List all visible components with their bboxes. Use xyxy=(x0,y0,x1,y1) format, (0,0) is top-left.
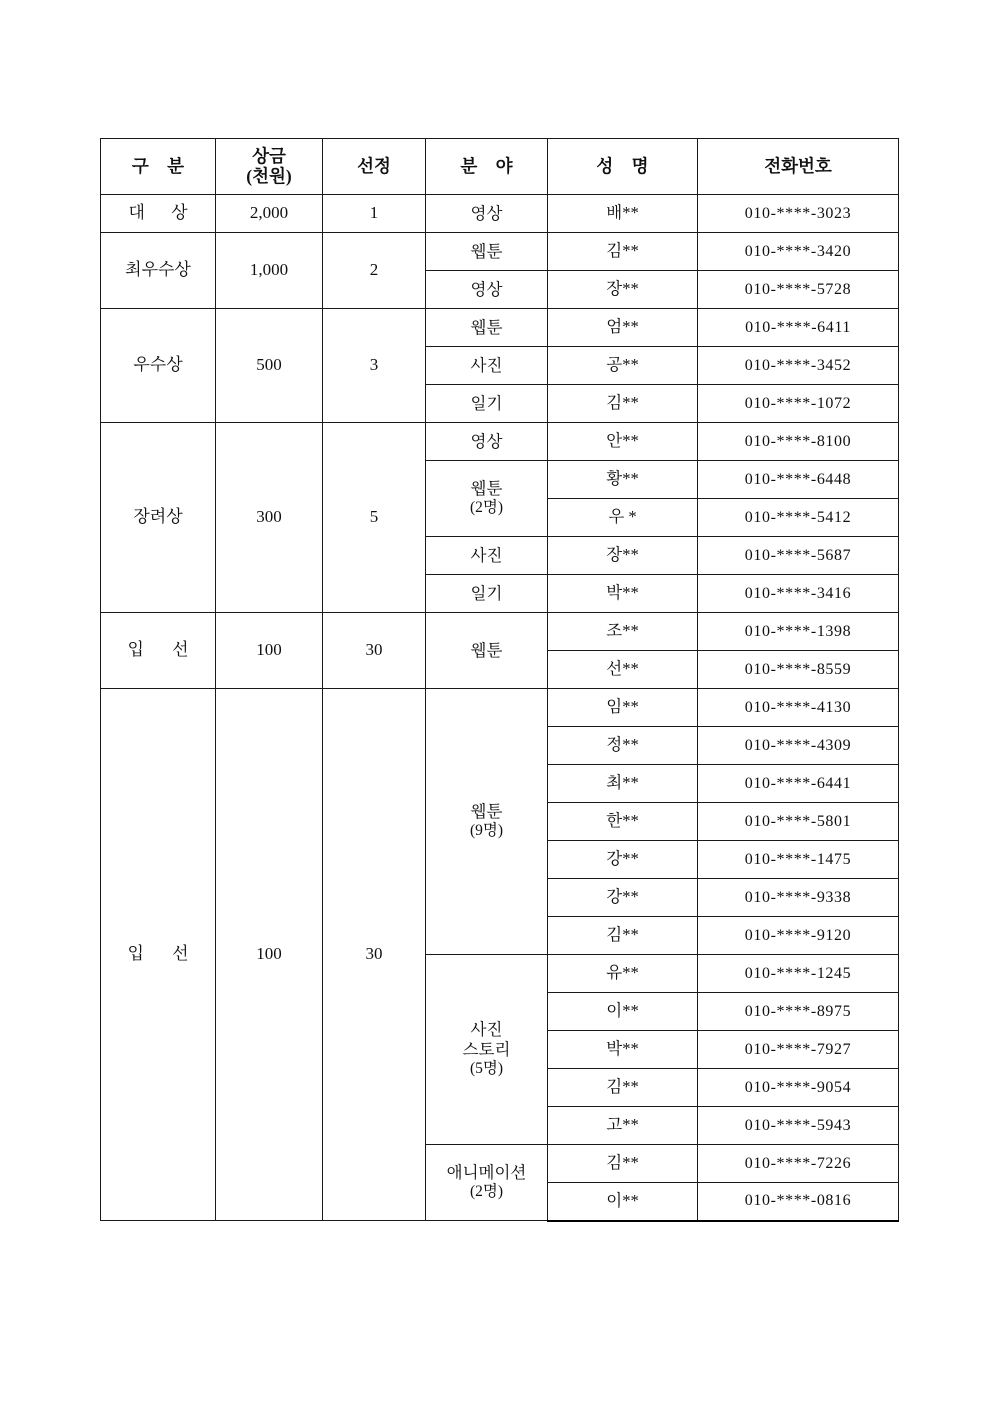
cell-winner-name: 고** xyxy=(548,1107,698,1145)
field-subcount: (2명) xyxy=(469,499,504,517)
field-label: 영상 xyxy=(470,203,503,223)
cell-winner-name: 유** xyxy=(548,955,698,993)
division-label: 최우수상 xyxy=(125,260,191,280)
cell-phone-number: 010-****-3420 xyxy=(698,233,899,271)
column-header-prize-unit: (천원) xyxy=(246,165,292,186)
cell-field xyxy=(426,1145,548,1221)
cell-phone-number: 010-****-9054 xyxy=(698,1069,899,1107)
cell-field xyxy=(426,347,548,385)
cell-phone-number: 010-****-1245 xyxy=(698,955,899,993)
cell-phone-number: 010-****-7927 xyxy=(698,1031,899,1069)
cell-phone-number: 010-****-9120 xyxy=(698,917,899,955)
table-row xyxy=(101,233,899,271)
field-label: 사진 xyxy=(470,355,503,375)
field-label-line2: 스토리 xyxy=(462,1040,511,1060)
header-row xyxy=(101,139,899,195)
division-label: 입 선 xyxy=(127,640,201,660)
cell-winner-name: 한** xyxy=(548,803,698,841)
table-header xyxy=(101,139,899,195)
cell-winner-name: 장** xyxy=(548,537,698,575)
cell-division xyxy=(101,423,216,613)
cell-selection-count: 2 xyxy=(323,233,426,309)
cell-field xyxy=(426,461,548,537)
cell-winner-name: 장** xyxy=(548,271,698,309)
cell-field xyxy=(426,233,548,271)
cell-winner-name: 조** xyxy=(548,613,698,651)
cell-phone-number: 010-****-3416 xyxy=(698,575,899,613)
cell-phone-number: 010-****-9338 xyxy=(698,879,899,917)
cell-winner-name: 강** xyxy=(548,841,698,879)
cell-winner-name: 황** xyxy=(548,461,698,499)
cell-winner-name: 김** xyxy=(548,917,698,955)
cell-winner-name: 이** xyxy=(548,1183,698,1221)
field-label: 영상 xyxy=(470,431,503,451)
cell-phone-number: 010-****-3023 xyxy=(698,195,899,233)
column-header-name-label: 성 명 xyxy=(596,155,656,176)
cell-winner-name: 정** xyxy=(548,727,698,765)
field-label: 사진 xyxy=(470,545,503,565)
cell-field xyxy=(426,575,548,613)
table-row xyxy=(101,613,899,651)
cell-phone-number: 010-****-6441 xyxy=(698,765,899,803)
field-subcount: (5명) xyxy=(469,1060,504,1077)
cell-division xyxy=(101,309,216,423)
cell-phone-number: 010-****-1475 xyxy=(698,841,899,879)
division-label: 대 상 xyxy=(128,203,199,223)
cell-phone-number: 010-****-6448 xyxy=(698,461,899,499)
cell-division xyxy=(101,613,216,689)
cell-winner-name: 선** xyxy=(548,651,698,689)
cell-selection-count: 1 xyxy=(323,195,426,233)
cell-selection-count: 30 xyxy=(323,689,426,1221)
field-label: 일기 xyxy=(470,393,503,413)
cell-phone-number: 010-****-7226 xyxy=(698,1145,899,1183)
column-header-division-label: 구 분 xyxy=(131,155,192,176)
cell-phone-number: 010-****-5943 xyxy=(698,1107,899,1145)
cell-phone-number: 010-****-8975 xyxy=(698,993,899,1031)
cell-selection-count: 30 xyxy=(323,613,426,689)
field-label: 일기 xyxy=(470,583,503,603)
cell-prize-amount: 1,000 xyxy=(216,233,323,309)
field-label: 웹툰 xyxy=(470,802,503,822)
cell-phone-number: 010-****-5412 xyxy=(698,499,899,537)
cell-winner-name: 최** xyxy=(548,765,698,803)
cell-prize-amount: 100 xyxy=(216,613,323,689)
field-subcount: (2명) xyxy=(469,1183,504,1201)
cell-phone-number: 010-****-4309 xyxy=(698,727,899,765)
cell-field xyxy=(426,309,548,347)
cell-winner-name: 공** xyxy=(548,347,698,385)
column-header-count xyxy=(323,139,426,195)
column-header-field-label: 분 야 xyxy=(460,155,520,176)
cell-winner-name: 배** xyxy=(548,195,698,233)
cell-field xyxy=(426,955,548,1145)
cell-field xyxy=(426,195,548,233)
cell-field xyxy=(426,613,548,689)
cell-phone-number: 010-****-1072 xyxy=(698,385,899,423)
cell-phone-number: 010-****-6411 xyxy=(698,309,899,347)
cell-field xyxy=(426,689,548,955)
column-header-phone-label: 전화번호 xyxy=(764,155,832,176)
cell-winner-name: 임** xyxy=(548,689,698,727)
cell-phone-number: 010-****-3452 xyxy=(698,347,899,385)
cell-phone-number: 010-****-0816 xyxy=(698,1183,899,1221)
column-header-prize xyxy=(216,139,323,195)
cell-selection-count: 3 xyxy=(323,309,426,423)
field-label: 사진 xyxy=(470,1020,503,1040)
table-row xyxy=(101,689,899,727)
division-label: 입 선 xyxy=(127,944,201,964)
cell-winner-name: 엄** xyxy=(548,309,698,347)
cell-winner-name: 박** xyxy=(548,575,698,613)
cell-phone-number: 010-****-8100 xyxy=(698,423,899,461)
award-table-container xyxy=(100,138,898,1222)
cell-division xyxy=(101,233,216,309)
division-label: 우수상 xyxy=(133,355,183,375)
cell-prize-amount: 2,000 xyxy=(216,195,323,233)
cell-phone-number: 010-****-5687 xyxy=(698,537,899,575)
field-label: 웹툰 xyxy=(470,640,503,660)
cell-winner-name: 김** xyxy=(548,385,698,423)
table-row xyxy=(101,423,899,461)
cell-winner-name: 안** xyxy=(548,423,698,461)
column-header-division xyxy=(101,139,216,195)
cell-division xyxy=(101,689,216,1221)
field-label: 웹툰 xyxy=(470,479,503,499)
cell-division xyxy=(101,195,216,233)
cell-field xyxy=(426,385,548,423)
cell-winner-name: 김** xyxy=(548,1069,698,1107)
field-label: 웹툰 xyxy=(470,317,503,337)
field-label: 웹툰 xyxy=(470,241,503,261)
cell-phone-number: 010-****-1398 xyxy=(698,613,899,651)
cell-field xyxy=(426,537,548,575)
column-header-name xyxy=(548,139,698,195)
table-row xyxy=(101,195,899,233)
cell-field xyxy=(426,271,548,309)
column-header-field xyxy=(426,139,548,195)
cell-prize-amount: 100 xyxy=(216,689,323,1221)
cell-prize-amount: 300 xyxy=(216,423,323,613)
cell-winner-name: 강** xyxy=(548,879,698,917)
cell-phone-number: 010-****-8559 xyxy=(698,651,899,689)
cell-phone-number: 010-****-4130 xyxy=(698,689,899,727)
cell-winner-name: 김** xyxy=(548,233,698,271)
cell-winner-name: 김** xyxy=(548,1145,698,1183)
cell-phone-number: 010-****-5801 xyxy=(698,803,899,841)
table-row xyxy=(101,309,899,347)
cell-phone-number: 010-****-5728 xyxy=(698,271,899,309)
field-label: 영상 xyxy=(470,279,503,299)
field-label: 애니메이션 xyxy=(446,1163,527,1183)
cell-winner-name: 우 * xyxy=(548,499,698,537)
cell-prize-amount: 500 xyxy=(216,309,323,423)
cell-winner-name: 이** xyxy=(548,993,698,1031)
cell-winner-name: 박** xyxy=(548,1031,698,1069)
column-header-prize-label: 상금 xyxy=(252,145,286,166)
column-header-phone xyxy=(698,139,899,195)
table-body xyxy=(101,195,899,1221)
cell-field xyxy=(426,423,548,461)
field-subcount: (9명) xyxy=(469,822,504,840)
award-winner-table xyxy=(100,138,899,1222)
column-header-count-label: 선정 xyxy=(357,155,391,176)
cell-selection-count: 5 xyxy=(323,423,426,613)
division-label: 장려상 xyxy=(133,507,183,527)
